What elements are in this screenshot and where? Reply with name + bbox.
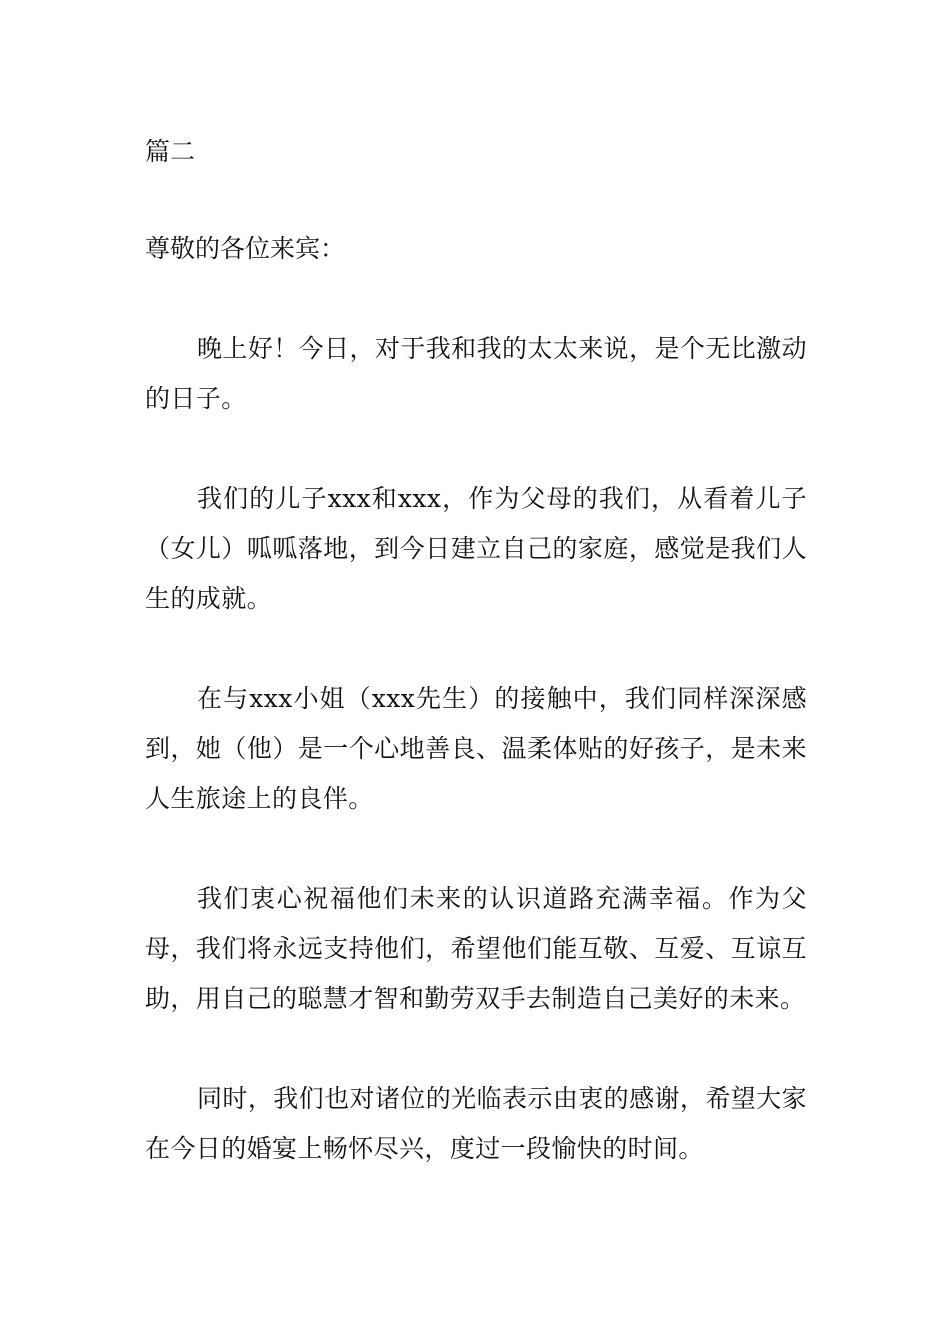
paragraph-thanks: 同时，我们也对诸位的光临表示由衷的感谢，希望大家在今日的婚宴上畅怀尽兴，度过一段愉快的时间。 [145,1084,807,1163]
section-heading: 篇二 [145,137,196,166]
paragraph-partner: 在与xxx小姐（xxx先生）的接触中，我们同样深深感到，她（他）是一个心地善良、温柔体贴的好孩子，是未来人生旅途上的良伴。 [145,684,807,813]
paragraph-greeting: 晚上好！今日，对于我和我的太太来说，是个无比激动的日子。 [145,334,807,413]
paragraph-blessing: 我们衷心祝福他们未来的认识道路充满幸福。作为父母，我们将永远支持他们，希望他们能互敬、互爱、互谅互助，用自己的聪慧才智和勤劳双手去制造自己美好的未来。 [145,884,807,1013]
salutation: 尊敬的各位来宾： [145,234,346,263]
document-body [145,127,807,1224]
paragraph-children: 我们的儿子xxx和xxx，作为父母的我们，从看着儿子（女儿）呱呱落地，到今日建立自己的家庭，感觉是我们人生的成就。 [145,484,807,613]
